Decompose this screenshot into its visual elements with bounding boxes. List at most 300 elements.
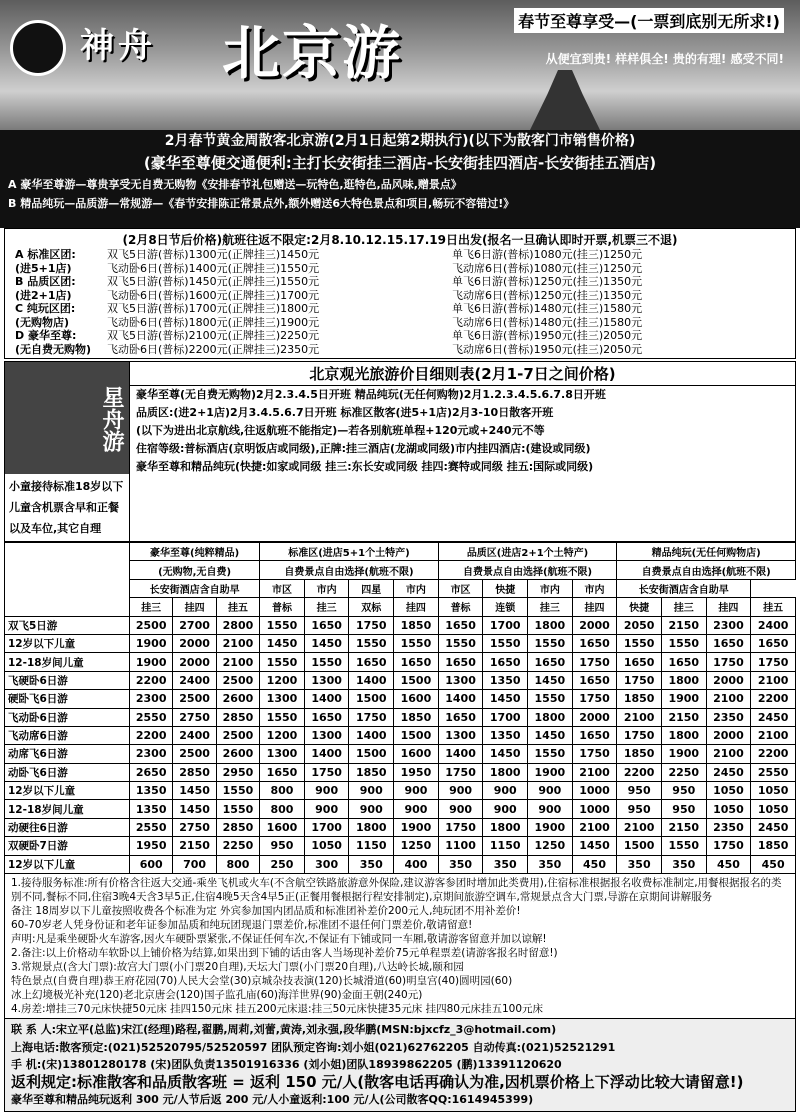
price-cell: 1450 xyxy=(528,671,573,689)
price-cell: 1550 xyxy=(260,708,305,726)
price-cell: 1300 xyxy=(260,690,305,708)
hotel-note: 市内 xyxy=(528,579,573,597)
price-cell: 1800 xyxy=(528,708,573,726)
price-cell: 450 xyxy=(751,855,796,873)
subgroup-header: (无购物,无自费) xyxy=(130,561,260,579)
price-cell: 2100 xyxy=(751,671,796,689)
price-cell: 1150 xyxy=(483,837,528,855)
price-cell: 1650 xyxy=(751,634,796,652)
price-row-label: D 豪华至尊: xyxy=(15,329,77,342)
price-cell: 2100 xyxy=(617,708,662,726)
price-cell: 1650 xyxy=(706,634,751,652)
price-cell: 1550 xyxy=(394,634,439,652)
table-corner xyxy=(5,543,130,617)
col-header: 挂四 xyxy=(173,598,216,616)
price-cell: 1000 xyxy=(572,800,617,818)
post-holiday-prices xyxy=(4,228,796,359)
price-cell: 2000 xyxy=(173,653,216,671)
price-cell: 1150 xyxy=(349,837,394,855)
price-cell: 1050 xyxy=(706,800,751,818)
hotel-note: 市内 xyxy=(394,579,439,597)
hotel-note: 市区 xyxy=(260,579,305,597)
table-row xyxy=(5,653,796,671)
table-row xyxy=(5,726,796,744)
row-label: 动硬往6日游 xyxy=(5,818,130,836)
details-line-3: (以下为进出北京航线,往返航班不能指定)—若各别航班单程+120元或+240元不等 xyxy=(136,424,545,437)
note-line: 3.常规景点(含大门票):故宫大门票(小门票20自理),天坛大门票(小门票20自理),八达岭长城,颐和园 xyxy=(11,961,464,974)
price-cell: 900 xyxy=(438,800,483,818)
price-cell: 1550 xyxy=(438,634,483,652)
row-label: 12-18岁间儿童 xyxy=(5,653,130,671)
group-header: 品质区(进店2+1个土特产) xyxy=(438,543,617,561)
price-cell: 2750 xyxy=(173,708,216,726)
col-header: 挂三 xyxy=(130,598,173,616)
price-cell: 2200 xyxy=(751,690,796,708)
price-row-left: 飞动卧6日(普标)1400元(正牌挂三)1550元 xyxy=(107,261,320,275)
price-cell: 2450 xyxy=(706,763,751,781)
price-cell: 2000 xyxy=(706,671,751,689)
price-cell: 1550 xyxy=(216,782,259,800)
price-cell: 900 xyxy=(394,800,439,818)
price-row xyxy=(15,289,785,303)
price-cell: 2150 xyxy=(173,837,216,855)
price-cell: 1250 xyxy=(394,837,439,855)
row-label: 12-18岁间儿童 xyxy=(5,800,130,818)
details-title: 北京观光旅游价目细则表(2月1-7日之间价格) xyxy=(130,362,795,386)
price-cell: 2100 xyxy=(706,745,751,763)
table-row xyxy=(5,818,796,836)
row-label: 双飞5日游 xyxy=(5,616,130,634)
price-cell: 1450 xyxy=(304,634,349,652)
price-cell: 1750 xyxy=(617,726,662,744)
price-cell: 1900 xyxy=(130,634,173,652)
price-row xyxy=(15,262,785,276)
price-cell: 900 xyxy=(304,782,349,800)
price-row-right: 单飞6日游(普标)1080元(挂三)1250元 xyxy=(452,248,643,261)
price-cell: 1650 xyxy=(260,763,305,781)
price-cell: 1850 xyxy=(349,763,394,781)
note-line: 60-70岁老人凭身份证和老年证参加品质和纯玩团现退门票差价,标准团不退任何门票差价,敬请留意! xyxy=(11,919,473,932)
price-cell: 300 xyxy=(304,855,349,873)
row-label: 双硬卧7日游 xyxy=(5,837,130,855)
table-row xyxy=(5,616,796,634)
hotel-note: 长安街酒店含自助早 xyxy=(130,579,260,597)
price-cell: 1750 xyxy=(572,653,617,671)
price-cell: 1650 xyxy=(617,653,662,671)
price-cell: 350 xyxy=(617,855,662,873)
price-row-right: 飞动席6日(普标)1080元(挂三)1250元 xyxy=(452,261,643,275)
price-cell: 1350 xyxy=(483,726,528,744)
price-cell: 900 xyxy=(349,782,394,800)
row-label: 12岁以下儿童 xyxy=(5,855,130,873)
price-cell: 2350 xyxy=(706,818,751,836)
price-row-left: 双飞5日游(普标)2100元(正牌挂三)2250元 xyxy=(107,329,320,342)
price-cell: 350 xyxy=(528,855,573,873)
price-cell: 600 xyxy=(130,855,173,873)
price-cell: 1900 xyxy=(394,818,439,836)
price-cell: 2200 xyxy=(130,671,173,689)
details-line-2: 品质区:(进2+1店)2月3.4.5.6.7日开班 标准区散客(进5+1店)2月3-10日散客开班 xyxy=(136,406,554,419)
price-row-left: 双飞5日游(普标)1300元(正牌挂三)1450元 xyxy=(107,248,320,261)
price-table xyxy=(4,542,796,874)
hotel-note: 市区 xyxy=(438,579,483,597)
price-cell: 1300 xyxy=(304,726,349,744)
price-row-left: 飞动卧6日(普标)1600元(正牌挂三)1700元 xyxy=(107,288,320,302)
price-cell: 2700 xyxy=(173,616,216,634)
price-cell: 1400 xyxy=(349,671,394,689)
price-cell: 900 xyxy=(304,800,349,818)
side-title: 星舟游 xyxy=(5,362,129,474)
price-cell: 1900 xyxy=(661,745,706,763)
price-cell: 1800 xyxy=(528,616,573,634)
price-cell: 350 xyxy=(349,855,394,873)
price-cell: 950 xyxy=(617,800,662,818)
price-cell: 2100 xyxy=(572,818,617,836)
subgroup-header: 自费景点自由选择(航班不限) xyxy=(438,561,617,579)
price-cell: 1700 xyxy=(304,818,349,836)
price-cell: 1700 xyxy=(483,708,528,726)
table-row xyxy=(5,800,796,818)
price-cell: 1950 xyxy=(130,837,173,855)
price-cell: 2500 xyxy=(173,690,216,708)
table-row xyxy=(5,855,796,873)
price-cell: 1750 xyxy=(706,837,751,855)
price-cell: 2200 xyxy=(130,726,173,744)
price-cell: 2100 xyxy=(617,818,662,836)
contact-people: 联 系 人:宋立平(总监)宋江(经理)路程,翟鹏,周莉,刘蕾,黄涛,刘永强,段华鹏(MSN:bjxcfz_3@hotmail.com) xyxy=(11,1023,557,1037)
price-cell: 1300 xyxy=(438,671,483,689)
price-cell: 1650 xyxy=(438,708,483,726)
price-cell: 1700 xyxy=(483,616,528,634)
col-header: 挂三 xyxy=(304,598,349,616)
price-cell: 1650 xyxy=(483,653,528,671)
price-cell: 1300 xyxy=(260,745,305,763)
col-header: 普标 xyxy=(260,598,305,616)
price-cell: 900 xyxy=(528,782,573,800)
row-label: 12岁以下儿童 xyxy=(5,634,130,652)
price-cell: 2500 xyxy=(216,726,259,744)
price-cell: 1550 xyxy=(483,634,528,652)
price-cell: 1550 xyxy=(349,634,394,652)
price-cell: 1550 xyxy=(304,653,349,671)
price-cell: 400 xyxy=(394,855,439,873)
price-cell: 2450 xyxy=(751,708,796,726)
price-cell: 1650 xyxy=(394,653,439,671)
price-row-right: 飞动席6日(普标)1250元(挂三)1350元 xyxy=(452,288,643,302)
brand-part-2: 北京游 xyxy=(222,19,403,87)
price-cell: 900 xyxy=(394,782,439,800)
price-cell: 1650 xyxy=(438,653,483,671)
table-row xyxy=(5,634,796,652)
price-cell: 350 xyxy=(661,855,706,873)
hotel-note: 四星 xyxy=(349,579,394,597)
price-cell: 1650 xyxy=(304,616,349,634)
price-cell: 1600 xyxy=(260,818,305,836)
price-cell: 1800 xyxy=(349,818,394,836)
col-header: 挂五 xyxy=(751,598,796,616)
price-cell: 950 xyxy=(661,800,706,818)
hotel-note: 快捷 xyxy=(483,579,528,597)
price-cell: 1450 xyxy=(173,782,216,800)
price-row-right: 单飞6日游(普标)1480元(挂三)1580元 xyxy=(452,302,643,315)
price-cell: 2950 xyxy=(216,763,259,781)
price-cell: 950 xyxy=(661,782,706,800)
col-header: 挂三 xyxy=(661,598,706,616)
price-cell: 1450 xyxy=(260,634,305,652)
price-row-label: (无自费无购物) xyxy=(15,342,92,356)
price-cell: 2850 xyxy=(173,763,216,781)
contact-mobile: 手 机:(宋)13801280178 (宋)团队负责13501916336 (刘小姐)团队18939862205 (鹏)13391120620 xyxy=(11,1058,562,1072)
price-row-label: (无购物店) xyxy=(15,315,70,329)
price-cell: 2550 xyxy=(130,818,173,836)
price-cell: 800 xyxy=(216,855,259,873)
price-cell: 1400 xyxy=(349,726,394,744)
table-row xyxy=(5,745,796,763)
price-cell: 350 xyxy=(438,855,483,873)
price-cell: 900 xyxy=(483,800,528,818)
price-cell: 2300 xyxy=(706,616,751,634)
price-row-label: C 纯玩区团: xyxy=(15,302,76,315)
col-header: 双标 xyxy=(349,598,394,616)
price-cell: 1500 xyxy=(349,690,394,708)
price-cell: 2500 xyxy=(216,671,259,689)
price-cell: 1650 xyxy=(572,634,617,652)
row-label: 飞硬卧6日游 xyxy=(5,671,130,689)
price-cell: 250 xyxy=(260,855,305,873)
price-cell: 2350 xyxy=(706,708,751,726)
price-row-left: 飞动卧6日(普标)1800元(正牌挂三)1900元 xyxy=(107,315,320,329)
table-row xyxy=(5,671,796,689)
details-right xyxy=(130,362,795,541)
price-row xyxy=(15,316,785,330)
subgroup-header: 自费景点自由选择(航班不限) xyxy=(617,561,796,579)
brand-part-1: 神舟 xyxy=(80,26,156,66)
price-cell: 1250 xyxy=(528,837,573,855)
intro-line-3: A 豪华至尊游—尊贵享受无自费无购物《安排春节礼包赠送—玩特色,逛特色,品风味,赠景点》 xyxy=(8,178,462,191)
price-cell: 450 xyxy=(572,855,617,873)
price-cell: 2100 xyxy=(751,726,796,744)
col-header: 挂四 xyxy=(394,598,439,616)
row-label: 飞动席6日游 xyxy=(5,726,130,744)
price-cell: 1850 xyxy=(751,837,796,855)
price-cell: 1600 xyxy=(394,690,439,708)
price-cell: 1350 xyxy=(483,671,528,689)
header-banner xyxy=(0,0,800,130)
price-cell: 1750 xyxy=(438,763,483,781)
note-line: 特色景点(自费自理)恭王府花园(70)人民大会堂(30)京城杂技表演(120)长城滑道(60)明皇宫(40)圆明园(60) xyxy=(11,975,513,988)
note-line: 2.备注:以上价格动车软卧以上铺价格为结算,如果出到下铺的话由客人当场现补差价75元单程票差(请游客报名时留意!) xyxy=(11,947,558,960)
price-cell: 1450 xyxy=(483,745,528,763)
pagoda-image xyxy=(530,70,600,130)
price-cell: 1550 xyxy=(260,616,305,634)
subgroup-header: 自费景点自由选择(航班不限) xyxy=(260,561,439,579)
col-header: 挂三 xyxy=(528,598,573,616)
price-cell: 1650 xyxy=(304,708,349,726)
price-cell: 900 xyxy=(483,782,528,800)
group-header: 豪华至尊(纯粹精品) xyxy=(130,543,260,561)
price-cell: 1550 xyxy=(661,634,706,652)
price-cell: 1300 xyxy=(304,671,349,689)
contact-phone: 上海电话:散客预定:(021)52520795/52520597 团队预定咨询:刘小姐(021)62762205 自动传真:(021)52521291 xyxy=(11,1040,616,1054)
price-cell: 1850 xyxy=(617,745,662,763)
price-cell: 1850 xyxy=(394,708,439,726)
price-cell: 1550 xyxy=(617,634,662,652)
price-cell: 1350 xyxy=(130,782,173,800)
price-cell: 1450 xyxy=(572,837,617,855)
price-row xyxy=(15,248,785,262)
price-cell: 2450 xyxy=(751,818,796,836)
rebate-rule: 返利规定:标准散客和品质散客班 = 返利 150 元/人(散客电话再确认为准,因机票价格上下浮动比较大请留意!) xyxy=(11,1072,744,1091)
price-cell: 2400 xyxy=(751,616,796,634)
price-cell: 2850 xyxy=(216,818,259,836)
price-cell: 450 xyxy=(706,855,751,873)
price-cell: 1900 xyxy=(528,818,573,836)
table-row xyxy=(5,708,796,726)
price-cell: 1800 xyxy=(483,763,528,781)
slogan-primary: 春节至尊享受—(一票到底别无所求!) xyxy=(514,8,784,33)
price-cell: 2100 xyxy=(216,634,259,652)
price-cell: 1350 xyxy=(130,800,173,818)
price-cell: 1650 xyxy=(661,653,706,671)
price-row-left: 双飞5日游(普标)1450元(正牌挂三)1550元 xyxy=(107,275,320,288)
price-cell: 2100 xyxy=(216,653,259,671)
price-cell: 1800 xyxy=(483,818,528,836)
price-cell: 950 xyxy=(260,837,305,855)
group-header: 精品纯玩(无任何购物店) xyxy=(617,543,796,561)
price-cell: 2100 xyxy=(706,690,751,708)
price-cell: 1750 xyxy=(349,616,394,634)
row-label: 动席飞6日游 xyxy=(5,745,130,763)
price-cell: 2600 xyxy=(216,745,259,763)
price-cell: 1500 xyxy=(617,837,662,855)
contact-section xyxy=(4,1019,796,1112)
price-row-left: 双飞5日游(普标)1700元(正牌挂三)1800元 xyxy=(107,302,320,315)
price-cell: 2800 xyxy=(216,616,259,634)
price-cell: 900 xyxy=(349,800,394,818)
price-cell: 1750 xyxy=(706,653,751,671)
price-cell: 1400 xyxy=(438,690,483,708)
table-row xyxy=(5,837,796,855)
price-cell: 1000 xyxy=(572,782,617,800)
price-cell: 900 xyxy=(438,782,483,800)
price-cell: 2650 xyxy=(130,763,173,781)
price-row-label: B 品质区团: xyxy=(15,275,76,288)
price-cell: 2150 xyxy=(661,818,706,836)
price-cell: 1050 xyxy=(706,782,751,800)
price-cell: 2000 xyxy=(173,634,216,652)
price-cell: 1450 xyxy=(483,690,528,708)
price-cell: 2300 xyxy=(130,690,173,708)
side-note: 小童接待标准18岁以下儿童含机票含早和正餐以及车位,其它自理 xyxy=(9,480,124,535)
price-cell: 2000 xyxy=(572,708,617,726)
price-cell: 2250 xyxy=(216,837,259,855)
price-cell: 1800 xyxy=(661,726,706,744)
price-cell: 1550 xyxy=(661,837,706,855)
price-cell: 1900 xyxy=(661,690,706,708)
price-cell: 2100 xyxy=(572,763,617,781)
col-header: 挂五 xyxy=(216,598,259,616)
price-cell: 1050 xyxy=(751,782,796,800)
price-cell: 1850 xyxy=(394,616,439,634)
notes-section xyxy=(4,874,796,1019)
price-cell: 2200 xyxy=(751,745,796,763)
note-line: 冰上幻境极光补充(120)老北京唐会(120)国子监孔庙(60)海洋世界(90)金面王朝(240元) xyxy=(11,989,423,1002)
price-cell: 1600 xyxy=(394,745,439,763)
price-cell: 1550 xyxy=(528,745,573,763)
price-cell: 1400 xyxy=(304,745,349,763)
price-cell: 2150 xyxy=(661,708,706,726)
price-cell: 2000 xyxy=(572,616,617,634)
price-cell: 950 xyxy=(617,782,662,800)
price-cell: 1850 xyxy=(617,690,662,708)
table-row xyxy=(5,782,796,800)
price-row-right: 飞动席6日(普标)1950元(挂三)2050元 xyxy=(452,342,643,356)
price-cell: 1500 xyxy=(394,726,439,744)
price-row-label: (进2+1店) xyxy=(15,288,72,302)
price-cell: 2250 xyxy=(661,763,706,781)
price-row-label: A 标准区团: xyxy=(15,248,76,261)
row-label: 动卧飞6日游 xyxy=(5,763,130,781)
table-row xyxy=(5,763,796,781)
table-row xyxy=(5,690,796,708)
row-label: 飞动卧6日游 xyxy=(5,708,130,726)
hotel-note: 长安街酒店含自助早 xyxy=(617,579,751,597)
details-section xyxy=(4,361,796,542)
details-line-1: 豪华至尊(无自费无购物)2月2.3.4.5日开班 精品纯玩(无任何购物)2月1.2.3.4.5.6.7.8日开班 xyxy=(136,388,606,401)
price-row xyxy=(15,329,785,343)
price-cell: 2550 xyxy=(751,763,796,781)
price-cell: 900 xyxy=(528,800,573,818)
price-cell: 2300 xyxy=(130,745,173,763)
price-cell: 1100 xyxy=(438,837,483,855)
price-cell: 2550 xyxy=(130,708,173,726)
price-cell: 1750 xyxy=(438,818,483,836)
col-header: 挂四 xyxy=(572,598,617,616)
price-cell: 1200 xyxy=(260,671,305,689)
price-cell: 1550 xyxy=(528,690,573,708)
price-cell: 2600 xyxy=(216,690,259,708)
logo-icon xyxy=(10,20,66,76)
details-line-4: 住宿等级:普标酒店(京明饭店或同级),正牌:挂三酒店(龙湖或同级)市内挂四酒店:(建设或同级) xyxy=(136,442,591,455)
note-line: 4.房差:增挂三70元床快捷50元床 挂四150元床 挂五200元床退:挂三50元床快捷35元床 挂四80元床挂五100元床 xyxy=(11,1003,544,1016)
price-cell: 1750 xyxy=(572,690,617,708)
price-cell: 1050 xyxy=(304,837,349,855)
price-row xyxy=(15,302,785,316)
price-cell: 350 xyxy=(483,855,528,873)
col-header: 连锁 xyxy=(483,598,528,616)
price-cell: 1500 xyxy=(394,671,439,689)
price-cell: 1750 xyxy=(304,763,349,781)
price-row xyxy=(15,275,785,289)
price-cell: 1450 xyxy=(173,800,216,818)
price-cell: 2500 xyxy=(130,616,173,634)
price-cell: 1900 xyxy=(528,763,573,781)
rebate-rule-2: 豪华至尊和精品纯玩返利 300 元/人节后返 200 元/人小童返利:100 元/人(公司散客QQ:1614945399) xyxy=(11,1093,534,1107)
prices-header: (2月8日节后价格)航班往返不限定:2月8.10.12.15.17.19日出发(报名一旦确认即时开票,机票三不退) xyxy=(122,233,678,247)
col-header: 快捷 xyxy=(617,598,662,616)
hotel-note: 市内 xyxy=(304,579,349,597)
col-header: 挂四 xyxy=(706,598,751,616)
price-cell: 1650 xyxy=(572,726,617,744)
price-cell: 1650 xyxy=(572,671,617,689)
price-cell: 1400 xyxy=(438,745,483,763)
price-cell: 2500 xyxy=(173,745,216,763)
price-cell: 1500 xyxy=(349,745,394,763)
price-cell: 1650 xyxy=(438,616,483,634)
intro-section xyxy=(0,128,800,228)
price-cell: 1550 xyxy=(528,634,573,652)
price-cell: 1800 xyxy=(661,671,706,689)
